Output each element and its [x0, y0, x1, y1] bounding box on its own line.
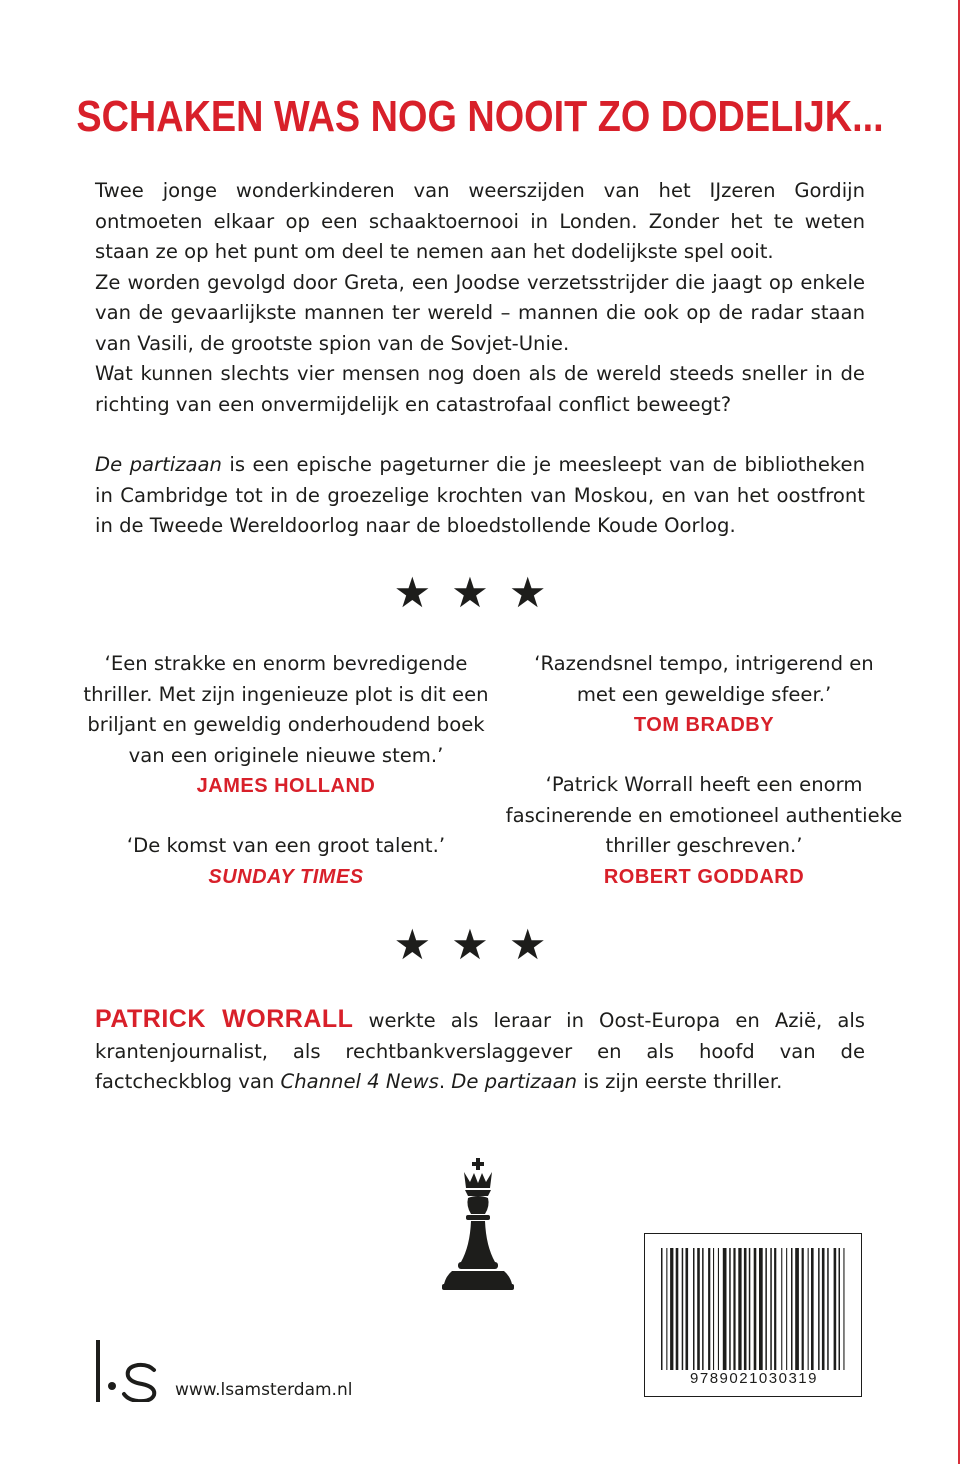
synopsis-paragraph: Ze worden gevolgd door Greta, een Joodse verzetsstrijder die jaagt op enkele van de gevaarlijkste mannen ter wereld – mannen die ook op de radar staan van Vasili, de grootste spion van de Sovjet-Unie.: [95, 270, 865, 355]
barcode-bar: [770, 1248, 772, 1370]
barcode-bar: [693, 1248, 695, 1370]
barcode-bar: [827, 1248, 829, 1370]
star-divider: ★★★: [393, 568, 567, 617]
synopsis-paragraph: Twee jonge wonderkinderen van weerszijden van het IJzeren Gordijn ontmoeten elkaar op een schaaktoernooi in Londen. Zonder het te weten staan ze op het punt om deel te nemen aan het dodelijkste spel ooit.: [95, 179, 865, 263]
review-column-left: [76, 649, 496, 892]
barcode-bar: [723, 1248, 727, 1370]
barcode-bar: [781, 1248, 782, 1370]
star-divider: ★★★: [393, 920, 567, 969]
review-source: ROBERT GODDARD: [603, 865, 805, 888]
headline: SCHAKEN WAS NOG NOOIT ZO DODELIJK...: [76, 92, 884, 141]
barcode-bar: [802, 1248, 804, 1370]
barcode-bar: [808, 1248, 809, 1370]
publisher-website: www.lsamsterdam.nl: [175, 1380, 353, 1400]
barcode-bar: [811, 1248, 814, 1370]
barcode-bar: [738, 1248, 741, 1370]
chess-queen-icon: [438, 1158, 518, 1290]
synopsis-paragraph: Wat kunnen slechts vier mensen nog doen als de wereld steeds sneller in de richting van een onvermijdelijk en catastrofaal conflict beweegt?: [95, 362, 865, 416]
barcode-bar: [729, 1248, 731, 1370]
barcode-bar: [791, 1248, 793, 1370]
barcode-bar: [759, 1248, 763, 1370]
barcode-bar: [708, 1248, 710, 1370]
barcode-bar: [843, 1248, 844, 1370]
barcode-bar: [754, 1248, 757, 1370]
review-quote: ‘Een strakke en enorm bevredigende thriller. Met zijn ingenieuze plot is dit een briljant en geweldig onderhoudend boek van een originele nieuwe stem.’: [83, 652, 489, 767]
barcode-bar: [682, 1248, 684, 1370]
barcode-bar: [670, 1248, 673, 1370]
barcode-bar: [718, 1248, 719, 1370]
pitch-paragraph: [95, 450, 865, 542]
barcode-bar: [697, 1248, 700, 1370]
review-column-right: [494, 649, 914, 892]
barcode-bar: [733, 1248, 735, 1370]
barcode-bar: [661, 1248, 663, 1370]
barcode-number: 9789021030319: [690, 1370, 818, 1387]
barcode-bar: [834, 1248, 837, 1370]
barcode-bar: [822, 1248, 825, 1370]
pitch-text: is een epische pageturner die je meesleept van de bibliotheken in Cambridge tot in de groezelige krochten van Moskou, en van het oostfront in de Tweede Wereldoorlog naar de bloedstollende Koude Oorlog.: [95, 453, 865, 537]
author-bio: PATRICK WORRALL werkte als leraar in Oost-Europa en Azië, als krantenjournalist, als rechtbankverslaggever en als hoofd van de factcheckblog van Channel 4 News. De partizaan is zijn eerste thriller.: [95, 1005, 865, 1093]
barcode-bar: [686, 1248, 689, 1370]
book-title: De partizaan: [95, 453, 222, 476]
synopsis: [95, 176, 865, 420]
review-quote: ‘De komst van een groot talent.’: [126, 834, 446, 857]
barcode-bar: [795, 1248, 799, 1370]
barcode-bar: [749, 1248, 751, 1370]
ls-amsterdam-logo: [96, 1340, 160, 1402]
book-title: De partizaan: [451, 1070, 578, 1093]
barcode: [644, 1233, 862, 1397]
barcode-bar: [713, 1248, 714, 1370]
show-name: Channel 4 News: [280, 1070, 439, 1093]
review-source: TOM BRADBY: [633, 714, 775, 736]
review-quote: ‘Patrick Worrall heeft een enorm fascinerende en emotioneel authentieke thriller geschreven.’: [505, 773, 903, 857]
barcode-bar: [676, 1248, 679, 1370]
barcode-bar: [744, 1248, 747, 1370]
barcode-bar: [818, 1248, 820, 1370]
barcode-bar: [774, 1248, 776, 1370]
author-name: PATRICK WORRALL: [95, 1005, 354, 1033]
barcode-bar: [786, 1248, 787, 1370]
barcode-bar: [765, 1248, 767, 1370]
review-source: SUNDAY TIMES: [208, 865, 364, 888]
barcode-bar: [839, 1248, 841, 1370]
barcode-bar: [702, 1248, 704, 1370]
barcode-bar: [666, 1248, 667, 1370]
barcode-bars: [659, 1248, 849, 1370]
review-source: JAMES HOLLAND: [196, 775, 376, 797]
review-quote: ‘Razendsnel tempo, intrigerend en met een geweldige sfeer.’: [534, 652, 874, 706]
